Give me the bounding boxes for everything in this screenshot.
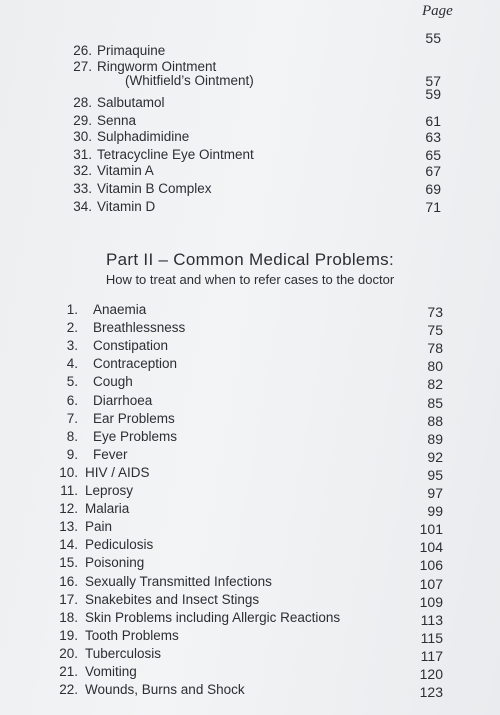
entry-number: 8. (66, 429, 78, 444)
entry-page: 65 (425, 147, 441, 163)
entry-page: 123 (419, 684, 443, 700)
entry-number: 14. (59, 537, 78, 552)
entry-title: Vitamin B Complex (97, 181, 212, 196)
entry-title: Vomiting (85, 664, 137, 679)
entry-number: 15. (59, 555, 78, 570)
entry-number: 12. (59, 501, 78, 516)
entry-number: 30. (73, 129, 92, 144)
entry-title: Tetracycline Eye Ointment (97, 147, 254, 162)
entry-page: 117 (420, 648, 443, 664)
entry-title: HIV / AIDS (85, 465, 150, 480)
entry-title: Anaemia (93, 302, 147, 317)
entry-title: Leprosy (85, 483, 134, 498)
entry-number: 29. (73, 113, 92, 128)
entry-number: 20. (59, 646, 78, 661)
entry-number: 10. (59, 465, 78, 480)
entry-number: 34. (73, 199, 92, 214)
entry-number: 1. (66, 302, 78, 317)
entry-number: 22. (59, 682, 78, 697)
entry-title: Contraception (93, 356, 178, 371)
entry-title: Breathlessness (93, 320, 186, 335)
entry-number: 2. (66, 320, 78, 335)
entry-number: 4. (66, 356, 78, 371)
entry-page: 67 (425, 163, 441, 179)
entry-title: Salbutamol (97, 95, 165, 110)
entry-page: 55 (425, 30, 441, 46)
entry-page: 88 (427, 413, 443, 429)
entry-page: 95 (427, 467, 443, 483)
entry-number: 7. (66, 411, 78, 426)
entry-title: Tuberculosis (85, 646, 162, 661)
entry-title: Senna (97, 113, 137, 128)
entry-title: Pediculosis (85, 537, 154, 552)
entry-title: Tooth Problems (85, 628, 179, 643)
part2-subtitle: How to treat and when to refer cases to the doctor (105, 272, 395, 287)
entry-title: Malaria (85, 501, 130, 516)
entry-page: 109 (419, 594, 443, 610)
entry-title: Fever (93, 447, 128, 462)
entry-page: 115 (420, 630, 443, 646)
entry-page: 97 (427, 485, 443, 501)
entry-title: Vitamin A (97, 163, 154, 178)
entry-title: Skin Problems including Allergic Reactions (85, 610, 341, 625)
entry-page: 113 (420, 612, 443, 628)
entry-title: Wounds, Burns and Shock (85, 682, 245, 697)
entry-number: 31. (73, 147, 92, 162)
entry-page: 82 (427, 376, 443, 392)
entry-number: 33. (73, 181, 92, 196)
entry-title: Sexually Transmitted Infections (85, 574, 272, 589)
entry-title: Vitamin D (97, 199, 156, 214)
entry-number: 28. (73, 95, 92, 110)
entry-page: 104 (419, 539, 443, 555)
entry-number: 18. (59, 610, 78, 625)
entry-number: 21. (59, 664, 78, 679)
entry-title: Snakebites and Insect Stings (85, 592, 260, 607)
entry-page: 120 (419, 666, 443, 682)
entry-page: 63 (425, 129, 441, 145)
entry-page: 92 (427, 449, 443, 465)
entry-number: 17. (59, 592, 78, 607)
entry-number: 27. (73, 59, 92, 74)
entry-page: 99 (427, 503, 443, 519)
entry-number: 3. (66, 338, 78, 353)
entry-number: 9. (66, 447, 78, 462)
entry-number: 6. (66, 393, 78, 408)
entry-number: 19. (59, 628, 78, 643)
entry-title: (Whitfield’s Ointment) (125, 73, 254, 88)
entry-page: 101 (419, 521, 443, 537)
entry-number: 5. (66, 374, 78, 389)
entry-title: Poisoning (85, 555, 145, 570)
entry-page: 57 (425, 73, 441, 89)
entry-page: 80 (427, 358, 443, 374)
entry-page: 106 (419, 557, 443, 573)
entry-number: 32. (73, 163, 92, 178)
entry-page: 85 (427, 395, 443, 411)
entry-page: 78 (427, 340, 443, 356)
entry-title: Ear Problems (93, 411, 175, 426)
entry-title: Diarrhoea (93, 393, 153, 408)
entry-number: 11. (60, 483, 78, 498)
entry-page: 73 (427, 304, 443, 320)
entry-title: Cough (93, 374, 133, 389)
entry-page: 59 (425, 86, 441, 102)
page-column-header: Page (422, 3, 453, 19)
entry-title: Primaquine (97, 43, 166, 58)
entry-number: 13. (59, 519, 78, 534)
entry-page: 89 (427, 431, 443, 447)
entry-page: 61 (425, 113, 441, 129)
entry-title: Ringworm Ointment (97, 59, 217, 74)
entry-page: 71 (425, 199, 441, 215)
entry-title: Eye Problems (93, 429, 178, 444)
entry-page: 107 (419, 576, 443, 592)
entry-title: Constipation (93, 338, 169, 353)
entry-page: 75 (427, 322, 443, 338)
entry-title: Pain (85, 519, 113, 534)
entry-number: 26. (73, 43, 92, 58)
entry-title: Sulphadimidine (97, 129, 190, 144)
entry-page: 69 (425, 181, 441, 197)
entry-number: 16. (59, 574, 78, 589)
part2-title: Part II – Common Medical Problems: (106, 250, 394, 269)
